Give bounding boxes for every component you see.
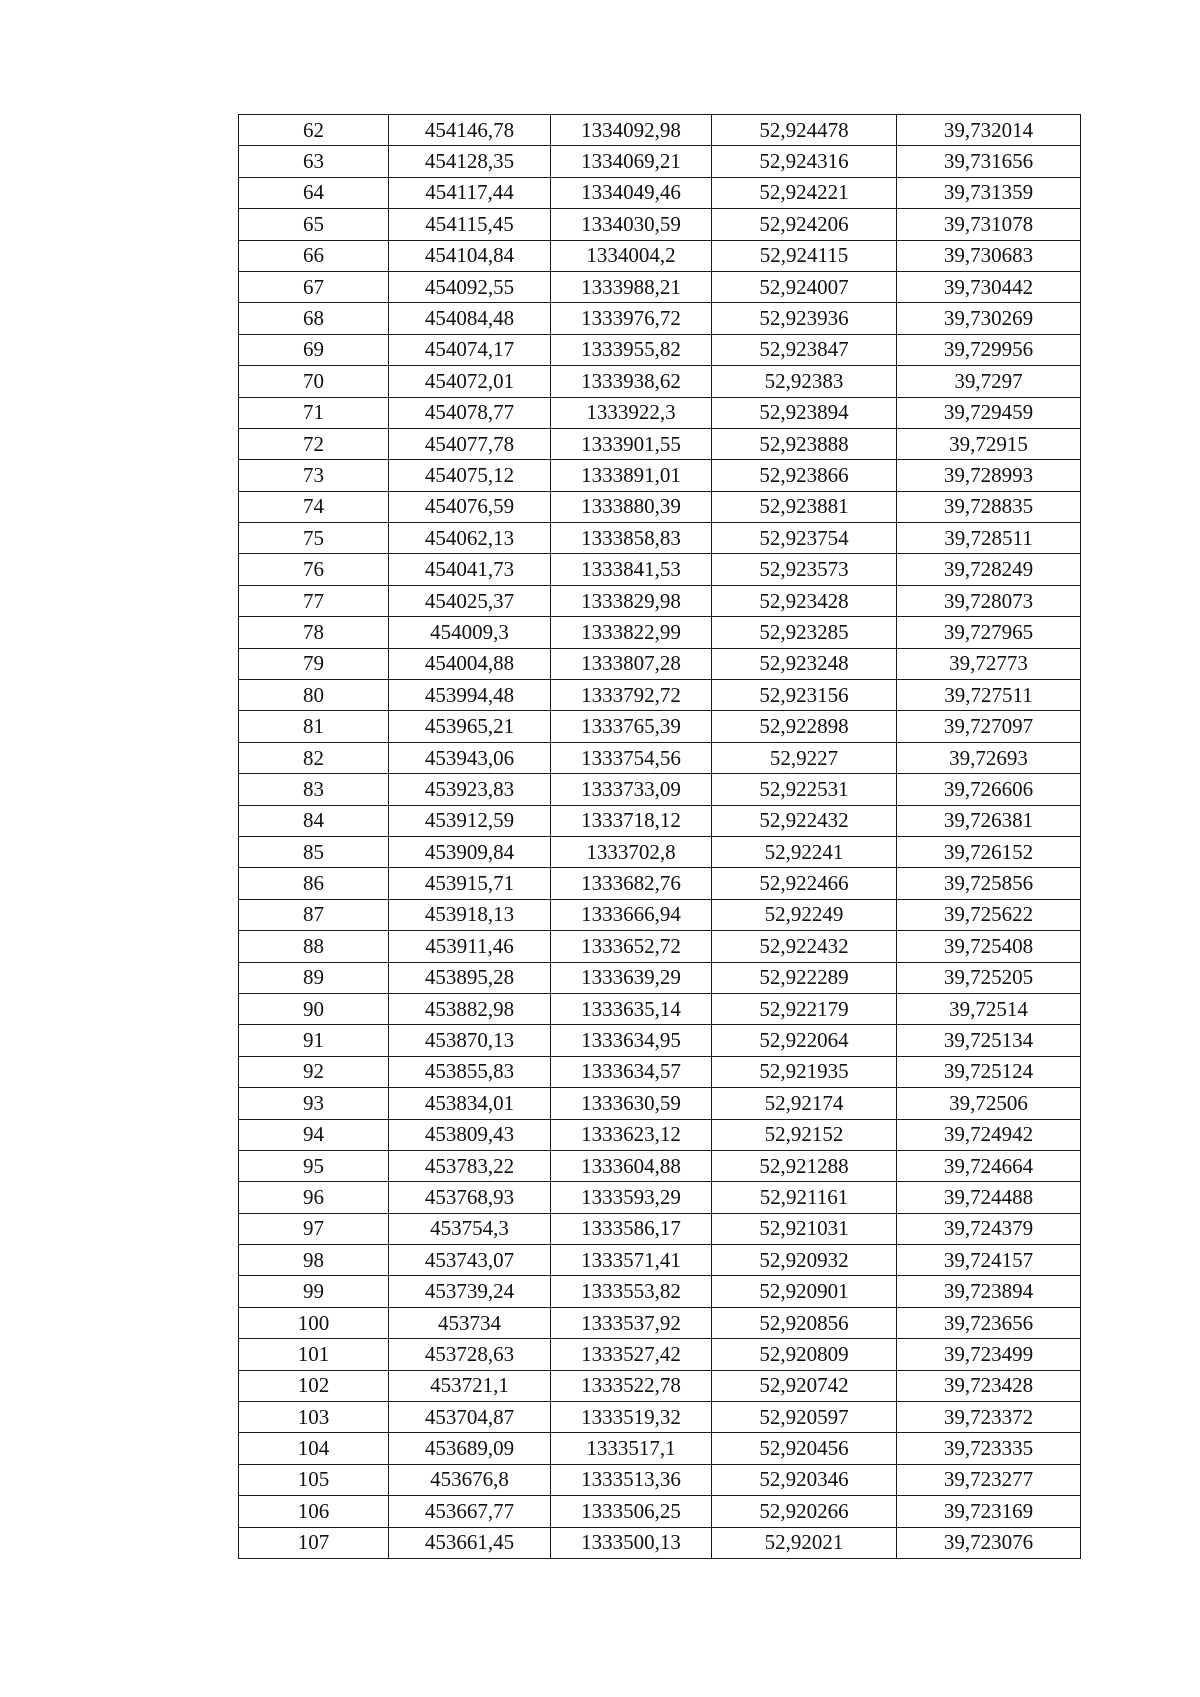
latitude-cell: 52,924478 xyxy=(712,115,897,146)
longitude-cell: 39,723277 xyxy=(897,1464,1081,1495)
latitude-cell: 52,920901 xyxy=(712,1276,897,1307)
x-coordinate-cell: 453912,59 xyxy=(389,805,551,836)
point-number-cell: 64 xyxy=(239,177,389,208)
latitude-cell: 52,924115 xyxy=(712,240,897,271)
point-number-cell: 99 xyxy=(239,1276,389,1307)
longitude-cell: 39,723894 xyxy=(897,1276,1081,1307)
latitude-cell: 52,923894 xyxy=(712,397,897,428)
latitude-cell: 52,923866 xyxy=(712,460,897,491)
longitude-cell: 39,728835 xyxy=(897,491,1081,522)
x-coordinate-cell: 453915,71 xyxy=(389,868,551,899)
table-row xyxy=(239,617,1081,648)
y-coordinate-cell: 1333733,09 xyxy=(551,774,712,805)
table-row xyxy=(239,931,1081,962)
latitude-cell: 52,921031 xyxy=(712,1213,897,1244)
longitude-cell: 39,723499 xyxy=(897,1339,1081,1370)
longitude-cell: 39,723372 xyxy=(897,1402,1081,1433)
table-row xyxy=(239,428,1081,459)
latitude-cell: 52,921161 xyxy=(712,1182,897,1213)
x-coordinate-cell: 453895,28 xyxy=(389,962,551,993)
table-row xyxy=(239,836,1081,867)
y-coordinate-cell: 1333938,62 xyxy=(551,366,712,397)
table-row xyxy=(239,648,1081,679)
table-row xyxy=(239,146,1081,177)
longitude-cell: 39,731078 xyxy=(897,209,1081,240)
y-coordinate-cell: 1333522,78 xyxy=(551,1370,712,1401)
point-number-cell: 95 xyxy=(239,1150,389,1181)
longitude-cell: 39,724664 xyxy=(897,1150,1081,1181)
longitude-cell: 39,730442 xyxy=(897,271,1081,302)
table-row xyxy=(239,1119,1081,1150)
longitude-cell: 39,728511 xyxy=(897,523,1081,554)
table-row xyxy=(239,1496,1081,1527)
table-row xyxy=(239,1276,1081,1307)
point-number-cell: 63 xyxy=(239,146,389,177)
point-number-cell: 80 xyxy=(239,680,389,711)
x-coordinate-cell: 453721,1 xyxy=(389,1370,551,1401)
x-coordinate-cell: 454075,12 xyxy=(389,460,551,491)
latitude-cell: 52,924206 xyxy=(712,209,897,240)
y-coordinate-cell: 1334004,2 xyxy=(551,240,712,271)
x-coordinate-cell: 453994,48 xyxy=(389,680,551,711)
x-coordinate-cell: 454041,73 xyxy=(389,554,551,585)
latitude-cell: 52,922289 xyxy=(712,962,897,993)
x-coordinate-cell: 454077,78 xyxy=(389,428,551,459)
x-coordinate-cell: 454004,88 xyxy=(389,648,551,679)
latitude-cell: 52,923888 xyxy=(712,428,897,459)
point-number-cell: 87 xyxy=(239,899,389,930)
table-row xyxy=(239,585,1081,616)
point-number-cell: 79 xyxy=(239,648,389,679)
longitude-cell: 39,723076 xyxy=(897,1527,1081,1558)
x-coordinate-cell: 453882,98 xyxy=(389,993,551,1024)
coordinates-table xyxy=(238,114,1081,1559)
y-coordinate-cell: 1333537,92 xyxy=(551,1307,712,1338)
y-coordinate-cell: 1333634,95 xyxy=(551,1025,712,1056)
table-row xyxy=(239,1056,1081,1087)
x-coordinate-cell: 453909,84 xyxy=(389,836,551,867)
point-number-cell: 101 xyxy=(239,1339,389,1370)
table-row xyxy=(239,1213,1081,1244)
x-coordinate-cell: 453855,83 xyxy=(389,1056,551,1087)
longitude-cell: 39,726381 xyxy=(897,805,1081,836)
latitude-cell: 52,920266 xyxy=(712,1496,897,1527)
y-coordinate-cell: 1333519,32 xyxy=(551,1402,712,1433)
point-number-cell: 77 xyxy=(239,585,389,616)
table-row xyxy=(239,366,1081,397)
y-coordinate-cell: 1333858,83 xyxy=(551,523,712,554)
y-coordinate-cell: 1333604,88 xyxy=(551,1150,712,1181)
longitude-cell: 39,726152 xyxy=(897,836,1081,867)
longitude-cell: 39,728993 xyxy=(897,460,1081,491)
table-row xyxy=(239,460,1081,491)
latitude-cell: 52,923248 xyxy=(712,648,897,679)
point-number-cell: 91 xyxy=(239,1025,389,1056)
table-row xyxy=(239,1433,1081,1464)
table-row xyxy=(239,742,1081,773)
x-coordinate-cell: 453911,46 xyxy=(389,931,551,962)
longitude-cell: 39,731656 xyxy=(897,146,1081,177)
table-row xyxy=(239,962,1081,993)
x-coordinate-cell: 453667,77 xyxy=(389,1496,551,1527)
y-coordinate-cell: 1333765,39 xyxy=(551,711,712,742)
point-number-cell: 88 xyxy=(239,931,389,962)
point-number-cell: 74 xyxy=(239,491,389,522)
point-number-cell: 93 xyxy=(239,1088,389,1119)
longitude-cell: 39,725408 xyxy=(897,931,1081,962)
y-coordinate-cell: 1333635,14 xyxy=(551,993,712,1024)
point-number-cell: 90 xyxy=(239,993,389,1024)
x-coordinate-cell: 454074,17 xyxy=(389,334,551,365)
longitude-cell: 39,72506 xyxy=(897,1088,1081,1119)
point-number-cell: 69 xyxy=(239,334,389,365)
point-number-cell: 89 xyxy=(239,962,389,993)
longitude-cell: 39,728073 xyxy=(897,585,1081,616)
table-row xyxy=(239,899,1081,930)
longitude-cell: 39,723169 xyxy=(897,1496,1081,1527)
y-coordinate-cell: 1333586,17 xyxy=(551,1213,712,1244)
x-coordinate-cell: 453728,63 xyxy=(389,1339,551,1370)
x-coordinate-cell: 453743,07 xyxy=(389,1245,551,1276)
latitude-cell: 52,921935 xyxy=(712,1056,897,1087)
longitude-cell: 39,723335 xyxy=(897,1433,1081,1464)
longitude-cell: 39,728249 xyxy=(897,554,1081,585)
table-row xyxy=(239,1339,1081,1370)
table-row xyxy=(239,209,1081,240)
point-number-cell: 103 xyxy=(239,1402,389,1433)
longitude-cell: 39,723656 xyxy=(897,1307,1081,1338)
longitude-cell: 39,732014 xyxy=(897,115,1081,146)
longitude-cell: 39,725622 xyxy=(897,899,1081,930)
point-number-cell: 81 xyxy=(239,711,389,742)
latitude-cell: 52,920932 xyxy=(712,1245,897,1276)
longitude-cell: 39,723428 xyxy=(897,1370,1081,1401)
longitude-cell: 39,725856 xyxy=(897,868,1081,899)
latitude-cell: 52,921288 xyxy=(712,1150,897,1181)
x-coordinate-cell: 453739,24 xyxy=(389,1276,551,1307)
latitude-cell: 52,92021 xyxy=(712,1527,897,1558)
table-row xyxy=(239,1025,1081,1056)
latitude-cell: 52,924316 xyxy=(712,146,897,177)
x-coordinate-cell: 454146,78 xyxy=(389,115,551,146)
x-coordinate-cell: 454084,48 xyxy=(389,303,551,334)
table-row xyxy=(239,1150,1081,1181)
y-coordinate-cell: 1334049,46 xyxy=(551,177,712,208)
x-coordinate-cell: 453809,43 xyxy=(389,1119,551,1150)
table-row xyxy=(239,1307,1081,1338)
latitude-cell: 52,922179 xyxy=(712,993,897,1024)
latitude-cell: 52,920742 xyxy=(712,1370,897,1401)
y-coordinate-cell: 1333922,3 xyxy=(551,397,712,428)
longitude-cell: 39,725205 xyxy=(897,962,1081,993)
point-number-cell: 106 xyxy=(239,1496,389,1527)
x-coordinate-cell: 454072,01 xyxy=(389,366,551,397)
latitude-cell: 52,922531 xyxy=(712,774,897,805)
point-number-cell: 97 xyxy=(239,1213,389,1244)
y-coordinate-cell: 1333593,29 xyxy=(551,1182,712,1213)
y-coordinate-cell: 1333553,82 xyxy=(551,1276,712,1307)
x-coordinate-cell: 453918,13 xyxy=(389,899,551,930)
x-coordinate-cell: 454076,59 xyxy=(389,491,551,522)
point-number-cell: 72 xyxy=(239,428,389,459)
x-coordinate-cell: 453923,83 xyxy=(389,774,551,805)
x-coordinate-cell: 453768,93 xyxy=(389,1182,551,1213)
latitude-cell: 52,92174 xyxy=(712,1088,897,1119)
y-coordinate-cell: 1333976,72 xyxy=(551,303,712,334)
table-row xyxy=(239,1402,1081,1433)
x-coordinate-cell: 453943,06 xyxy=(389,742,551,773)
x-coordinate-cell: 453689,09 xyxy=(389,1433,551,1464)
x-coordinate-cell: 453834,01 xyxy=(389,1088,551,1119)
point-number-cell: 94 xyxy=(239,1119,389,1150)
latitude-cell: 52,924007 xyxy=(712,271,897,302)
y-coordinate-cell: 1333682,76 xyxy=(551,868,712,899)
table-row xyxy=(239,805,1081,836)
latitude-cell: 52,9227 xyxy=(712,742,897,773)
y-coordinate-cell: 1333527,42 xyxy=(551,1339,712,1370)
table-row xyxy=(239,177,1081,208)
x-coordinate-cell: 454062,13 xyxy=(389,523,551,554)
x-coordinate-cell: 454115,45 xyxy=(389,209,551,240)
table-row xyxy=(239,397,1081,428)
latitude-cell: 52,92241 xyxy=(712,836,897,867)
y-coordinate-cell: 1333829,98 xyxy=(551,585,712,616)
latitude-cell: 52,922064 xyxy=(712,1025,897,1056)
y-coordinate-cell: 1333792,72 xyxy=(551,680,712,711)
latitude-cell: 52,920809 xyxy=(712,1339,897,1370)
y-coordinate-cell: 1333988,21 xyxy=(551,271,712,302)
latitude-cell: 52,924221 xyxy=(712,177,897,208)
latitude-cell: 52,923156 xyxy=(712,680,897,711)
y-coordinate-cell: 1333513,36 xyxy=(551,1464,712,1495)
longitude-cell: 39,72514 xyxy=(897,993,1081,1024)
x-coordinate-cell: 454128,35 xyxy=(389,146,551,177)
x-coordinate-cell: 453965,21 xyxy=(389,711,551,742)
table-row xyxy=(239,240,1081,271)
table-row xyxy=(239,993,1081,1024)
x-coordinate-cell: 453870,13 xyxy=(389,1025,551,1056)
latitude-cell: 52,922432 xyxy=(712,931,897,962)
x-coordinate-cell: 453754,3 xyxy=(389,1213,551,1244)
point-number-cell: 83 xyxy=(239,774,389,805)
y-coordinate-cell: 1333880,39 xyxy=(551,491,712,522)
x-coordinate-cell: 453661,45 xyxy=(389,1527,551,1558)
y-coordinate-cell: 1333955,82 xyxy=(551,334,712,365)
longitude-cell: 39,72693 xyxy=(897,742,1081,773)
y-coordinate-cell: 1333754,56 xyxy=(551,742,712,773)
y-coordinate-cell: 1333630,59 xyxy=(551,1088,712,1119)
longitude-cell: 39,729956 xyxy=(897,334,1081,365)
longitude-cell: 39,730683 xyxy=(897,240,1081,271)
table-row xyxy=(239,680,1081,711)
latitude-cell: 52,923754 xyxy=(712,523,897,554)
y-coordinate-cell: 1333841,53 xyxy=(551,554,712,585)
y-coordinate-cell: 1333652,72 xyxy=(551,931,712,962)
y-coordinate-cell: 1334030,59 xyxy=(551,209,712,240)
latitude-cell: 52,920597 xyxy=(712,1402,897,1433)
table-row xyxy=(239,303,1081,334)
longitude-cell: 39,729459 xyxy=(897,397,1081,428)
point-number-cell: 84 xyxy=(239,805,389,836)
point-number-cell: 96 xyxy=(239,1182,389,1213)
point-number-cell: 82 xyxy=(239,742,389,773)
point-number-cell: 62 xyxy=(239,115,389,146)
y-coordinate-cell: 1333718,12 xyxy=(551,805,712,836)
longitude-cell: 39,725124 xyxy=(897,1056,1081,1087)
point-number-cell: 66 xyxy=(239,240,389,271)
longitude-cell: 39,727511 xyxy=(897,680,1081,711)
table-row xyxy=(239,1370,1081,1401)
point-number-cell: 76 xyxy=(239,554,389,585)
table-row xyxy=(239,774,1081,805)
latitude-cell: 52,920456 xyxy=(712,1433,897,1464)
latitude-cell: 52,920346 xyxy=(712,1464,897,1495)
point-number-cell: 100 xyxy=(239,1307,389,1338)
x-coordinate-cell: 453783,22 xyxy=(389,1150,551,1181)
table-row xyxy=(239,1182,1081,1213)
y-coordinate-cell: 1334069,21 xyxy=(551,146,712,177)
latitude-cell: 52,923428 xyxy=(712,585,897,616)
longitude-cell: 39,724942 xyxy=(897,1119,1081,1150)
y-coordinate-cell: 1333639,29 xyxy=(551,962,712,993)
table-row xyxy=(239,554,1081,585)
longitude-cell: 39,725134 xyxy=(897,1025,1081,1056)
x-coordinate-cell: 454078,77 xyxy=(389,397,551,428)
longitude-cell: 39,731359 xyxy=(897,177,1081,208)
latitude-cell: 52,923285 xyxy=(712,617,897,648)
table-row xyxy=(239,1527,1081,1558)
point-number-cell: 67 xyxy=(239,271,389,302)
point-number-cell: 104 xyxy=(239,1433,389,1464)
point-number-cell: 65 xyxy=(239,209,389,240)
y-coordinate-cell: 1333666,94 xyxy=(551,899,712,930)
x-coordinate-cell: 454104,84 xyxy=(389,240,551,271)
longitude-cell: 39,727097 xyxy=(897,711,1081,742)
y-coordinate-cell: 1333901,55 xyxy=(551,428,712,459)
latitude-cell: 52,923936 xyxy=(712,303,897,334)
longitude-cell: 39,72773 xyxy=(897,648,1081,679)
y-coordinate-cell: 1334092,98 xyxy=(551,115,712,146)
point-number-cell: 70 xyxy=(239,366,389,397)
y-coordinate-cell: 1333702,8 xyxy=(551,836,712,867)
latitude-cell: 52,923847 xyxy=(712,334,897,365)
coordinates-table-body xyxy=(239,115,1081,1559)
point-number-cell: 105 xyxy=(239,1464,389,1495)
x-coordinate-cell: 454025,37 xyxy=(389,585,551,616)
point-number-cell: 73 xyxy=(239,460,389,491)
x-coordinate-cell: 454117,44 xyxy=(389,177,551,208)
longitude-cell: 39,7297 xyxy=(897,366,1081,397)
y-coordinate-cell: 1333891,01 xyxy=(551,460,712,491)
y-coordinate-cell: 1333822,99 xyxy=(551,617,712,648)
latitude-cell: 52,922466 xyxy=(712,868,897,899)
x-coordinate-cell: 454009,3 xyxy=(389,617,551,648)
point-number-cell: 92 xyxy=(239,1056,389,1087)
point-number-cell: 71 xyxy=(239,397,389,428)
x-coordinate-cell: 453704,87 xyxy=(389,1402,551,1433)
table-row xyxy=(239,491,1081,522)
y-coordinate-cell: 1333571,41 xyxy=(551,1245,712,1276)
point-number-cell: 68 xyxy=(239,303,389,334)
table-row xyxy=(239,523,1081,554)
table-row xyxy=(239,115,1081,146)
x-coordinate-cell: 453676,8 xyxy=(389,1464,551,1495)
y-coordinate-cell: 1333634,57 xyxy=(551,1056,712,1087)
longitude-cell: 39,724379 xyxy=(897,1213,1081,1244)
latitude-cell: 52,923573 xyxy=(712,554,897,585)
latitude-cell: 52,923881 xyxy=(712,491,897,522)
longitude-cell: 39,72915 xyxy=(897,428,1081,459)
longitude-cell: 39,724488 xyxy=(897,1182,1081,1213)
y-coordinate-cell: 1333807,28 xyxy=(551,648,712,679)
latitude-cell: 52,92383 xyxy=(712,366,897,397)
point-number-cell: 75 xyxy=(239,523,389,554)
longitude-cell: 39,730269 xyxy=(897,303,1081,334)
point-number-cell: 102 xyxy=(239,1370,389,1401)
y-coordinate-cell: 1333623,12 xyxy=(551,1119,712,1150)
latitude-cell: 52,922898 xyxy=(712,711,897,742)
y-coordinate-cell: 1333500,13 xyxy=(551,1527,712,1558)
x-coordinate-cell: 453734 xyxy=(389,1307,551,1338)
table-row xyxy=(239,1464,1081,1495)
point-number-cell: 85 xyxy=(239,836,389,867)
longitude-cell: 39,726606 xyxy=(897,774,1081,805)
longitude-cell: 39,727965 xyxy=(897,617,1081,648)
latitude-cell: 52,92152 xyxy=(712,1119,897,1150)
table-row xyxy=(239,334,1081,365)
y-coordinate-cell: 1333517,1 xyxy=(551,1433,712,1464)
table-row xyxy=(239,868,1081,899)
table-row xyxy=(239,271,1081,302)
x-coordinate-cell: 454092,55 xyxy=(389,271,551,302)
latitude-cell: 52,920856 xyxy=(712,1307,897,1338)
point-number-cell: 107 xyxy=(239,1527,389,1558)
longitude-cell: 39,724157 xyxy=(897,1245,1081,1276)
table-row xyxy=(239,1088,1081,1119)
latitude-cell: 52,92249 xyxy=(712,899,897,930)
table-row xyxy=(239,711,1081,742)
point-number-cell: 98 xyxy=(239,1245,389,1276)
point-number-cell: 78 xyxy=(239,617,389,648)
latitude-cell: 52,922432 xyxy=(712,805,897,836)
table-row xyxy=(239,1245,1081,1276)
point-number-cell: 86 xyxy=(239,868,389,899)
y-coordinate-cell: 1333506,25 xyxy=(551,1496,712,1527)
